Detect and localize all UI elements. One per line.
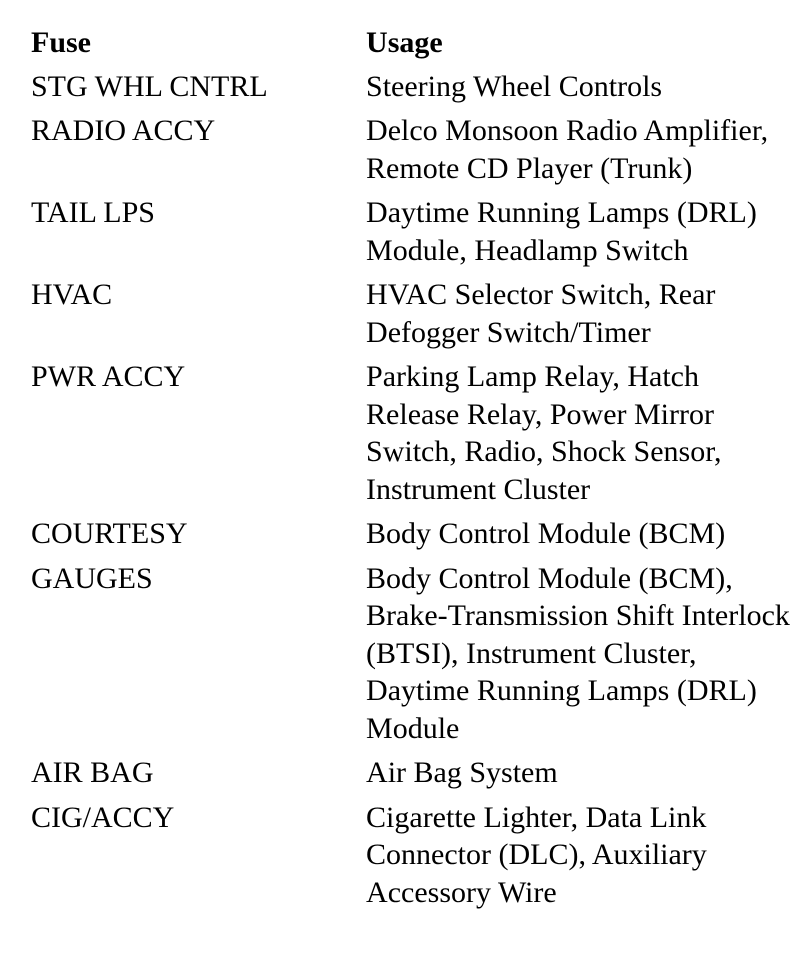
fuse-usage-cell: Steering Wheel Controls	[366, 69, 663, 103]
usage-column-header: Usage	[366, 26, 443, 59]
table-row	[31, 560, 797, 755]
fuse-usage-cell: Body Control Module (BCM), Brake-Transmission Shift Interlock (BTSI), Instrument Cluster, Daytime Running Lamps (DRL) Module	[366, 561, 790, 745]
table-row	[31, 112, 797, 194]
table-row	[31, 515, 797, 560]
fuse-name-cell: TAIL LPS	[31, 196, 155, 229]
fuse-usage-table	[31, 24, 797, 918]
fuse-usage-cell: Daytime Running Lamps (DRL) Module, Headlamp Switch	[366, 196, 757, 267]
table-row	[31, 194, 797, 276]
fuse-name-cell: AIR BAG	[31, 756, 154, 789]
fuse-name-cell: PWR ACCY	[31, 360, 186, 393]
fuse-name-cell: COURTESY	[31, 517, 188, 550]
fuse-name-cell: HVAC	[31, 278, 113, 311]
table-row	[31, 358, 797, 515]
fuse-name-cell: GAUGES	[31, 561, 153, 595]
fuse-name-cell: RADIO ACCY	[31, 114, 216, 147]
fuse-usage-cell: Air Bag System	[366, 756, 558, 789]
table-row	[31, 276, 797, 358]
fuse-usage-cell: Body Control Module (BCM)	[366, 517, 726, 550]
table-header-row	[31, 24, 797, 68]
fuse-usage-cell: Parking Lamp Relay, Hatch Release Relay, Power Mirror Switch, Radio, Shock Sensor, Instrument Cluster	[366, 360, 722, 506]
fuse-usage-cell: HVAC Selector Switch, Rear Defogger Switch/Timer	[366, 278, 716, 349]
fuse-usage-cell: Cigarette Lighter, Data Link Connector (DLC), Auxiliary Accessory Wire	[366, 800, 707, 909]
fuse-name-cell: CIG/ACCY	[31, 800, 175, 834]
fuse-usage-cell: Delco Monsoon Radio Amplifier, Remote CD Player (Trunk)	[366, 114, 769, 185]
fuse-column-header: Fuse	[31, 26, 91, 59]
table-row	[31, 68, 797, 113]
fuse-name-cell: STG WHL CNTRL	[31, 69, 268, 103]
table-row	[31, 754, 797, 799]
table-row	[31, 799, 797, 919]
